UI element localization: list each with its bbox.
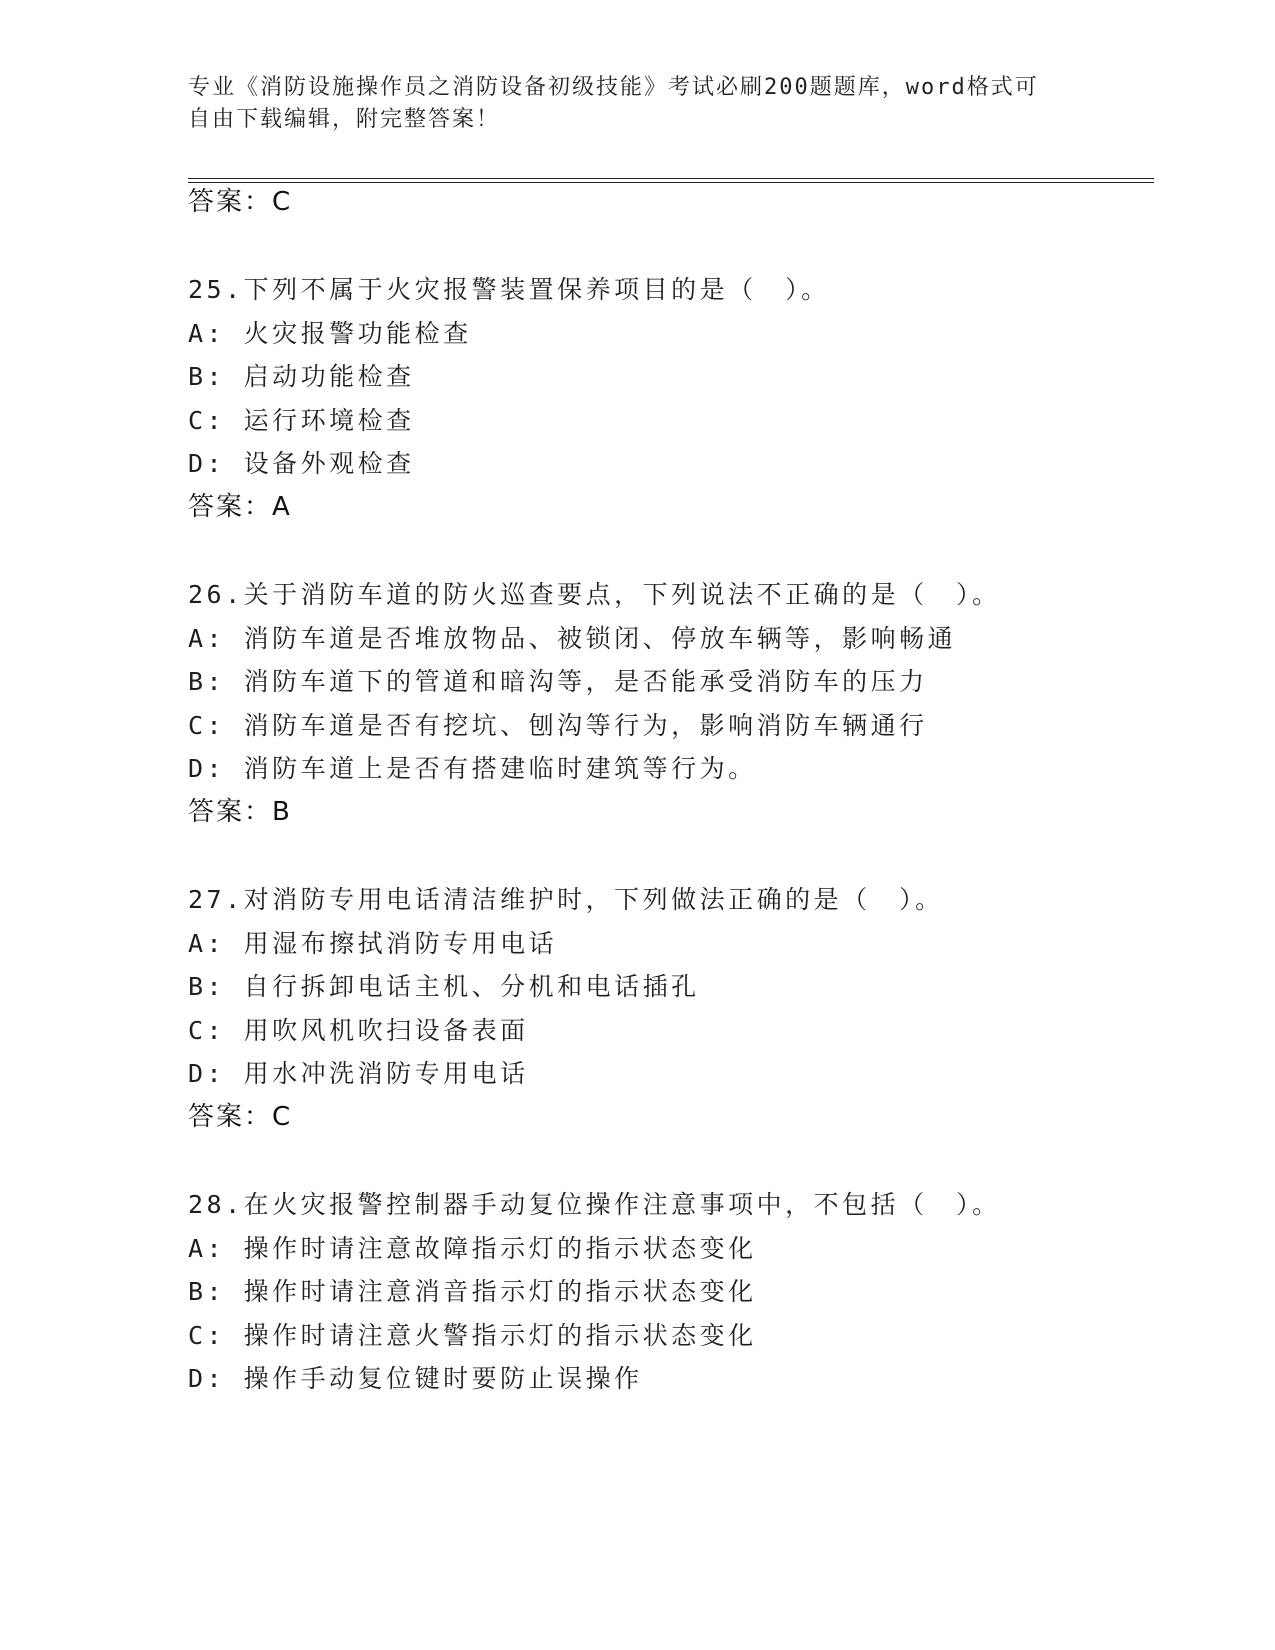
option-c: C: 消防车道是否有挖坑、刨沟等行为，影响消防车辆通行 [188,711,928,740]
option-b: B: 自行拆卸电话主机、分机和电话插孔 [188,972,700,1001]
header-divider [188,178,1154,183]
answer-line: 答案：B [188,797,292,827]
option-a: A: 消防车道是否堆放物品、被锁闭、停放车辆等，影响畅通 [188,624,957,653]
option-a: A: 火灾报警功能检查 [188,319,472,348]
header-line-2: 自由下载编辑，附完整答案！ [188,107,501,132]
question-text: 27.对消防专用电话清洁维护时，下列做法正确的是（ ）。 [188,885,944,914]
option-c: C: 用吹风机吹扫设备表面 [188,1016,529,1045]
document-header [188,72,1068,136]
option-d: D: 消防车道上是否有搭建临时建筑等行为。 [188,754,757,783]
question-text: 26.关于消防车道的防火巡查要点，下列说法不正确的是（ ）。 [188,580,1001,609]
answer-line: 答案：C [188,187,293,217]
option-b: B: 消防车道下的管道和暗沟等，是否能承受消防车的压力 [188,667,928,696]
option-c: C: 运行环境检查 [188,406,415,435]
option-d: D: 用水冲洗消防专用电话 [188,1059,529,1088]
option-c: C: 操作时请注意火警指示灯的指示状态变化 [188,1321,757,1350]
question-text: 28.在火灾报警控制器手动复位操作注意事项中，不包括（ ）。 [188,1190,1001,1219]
option-d: D: 操作手动复位键时要防止误操作 [188,1364,643,1393]
question-text: 25.下列不属于火灾报警装置保养项目的是（ ）。 [188,275,830,304]
option-b: B: 启动功能检查 [188,362,415,391]
option-a: A: 用湿布擦拭消防专用电话 [188,929,558,958]
option-d: D: 设备外观检查 [188,449,415,478]
answer-line: 答案：A [188,492,292,522]
option-a: A: 操作时请注意故障指示灯的指示状态变化 [188,1234,757,1263]
answer-line: 答案：C [188,1102,293,1132]
option-b: B: 操作时请注意消音指示灯的指示状态变化 [188,1277,757,1306]
header-line-1: 专业《消防设施操作员之消防设备初级技能》考试必刷200题题库，word格式可 [188,75,1039,100]
